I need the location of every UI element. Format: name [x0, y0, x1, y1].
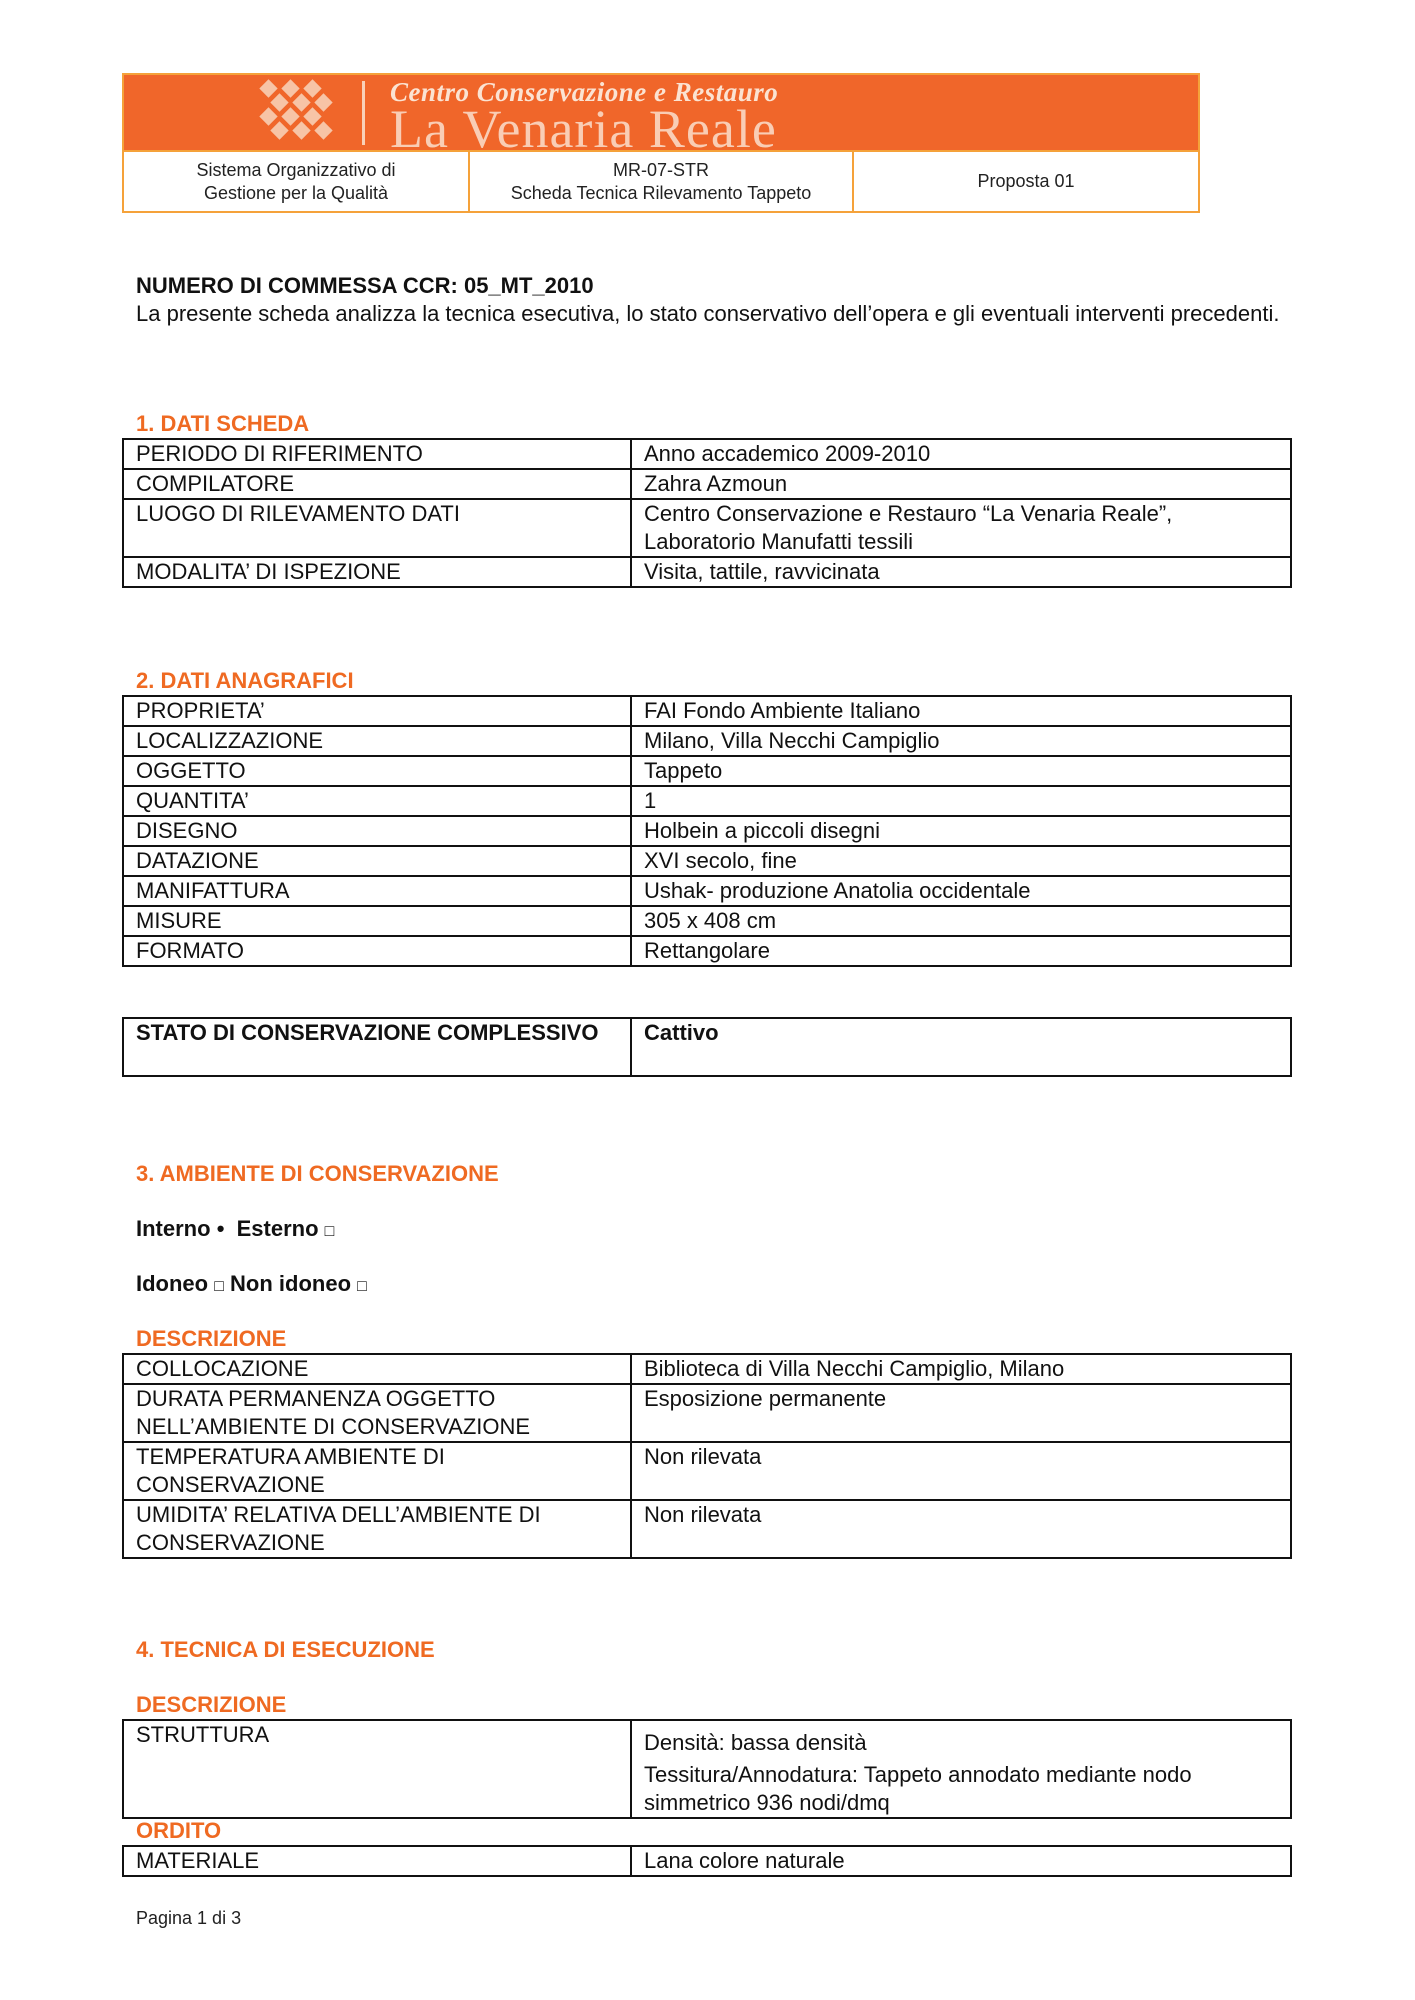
page-number: Pagina 1 di 3: [136, 1908, 242, 1928]
header-brand-band: [124, 75, 1198, 150]
field-value: XVI secolo, fine: [631, 846, 1291, 876]
section-1-title: 1. DATI SCHEDA: [136, 411, 310, 436]
table-row: [123, 439, 1291, 469]
interno-esterno-options: [136, 1215, 334, 1246]
field-label: STATO DI CONSERVAZIONE COMPLESSIVO: [123, 1018, 631, 1076]
table-row: [123, 846, 1291, 876]
field-label: UMIDITA’ RELATIVA DELL’AMBIENTE DI CONSERVAZIONE: [123, 1500, 631, 1558]
field-value: Anno accademico 2009-2010: [631, 439, 1291, 469]
table-row: [123, 756, 1291, 786]
table-row: [123, 1442, 1291, 1500]
field-value: Biblioteca di Villa Necchi Campiglio, Milano: [631, 1354, 1291, 1384]
field-value: Lana colore naturale: [631, 1846, 1291, 1876]
table-row: [123, 816, 1291, 846]
field-value: Centro Conservazione e Restauro “La Venaria Reale”, Laboratorio Manufatti tessili: [631, 499, 1291, 557]
document-header: [122, 73, 1200, 213]
table-row: [123, 936, 1291, 966]
section-2-title: 2. DATI ANAGRAFICI: [136, 668, 354, 693]
table-row: [123, 557, 1291, 587]
field-label: LOCALIZZAZIONE: [123, 726, 631, 756]
intro-block: [136, 272, 1290, 328]
interno-checked-mark: •: [216, 1216, 225, 1241]
struttura-table: [122, 1719, 1292, 1819]
table-row: [123, 499, 1291, 557]
stato-conservazione-table: [122, 1017, 1292, 1077]
form-title: Scheda Tecnica Rilevamento Tappeto: [510, 182, 812, 203]
table-row: [123, 906, 1291, 936]
header-cell-system: Sistema Organizzativo di Gestione per la Qualità: [196, 159, 396, 203]
venaria-logo-icon: [254, 77, 344, 147]
section-3-title: 3. AMBIENTE DI CONSERVAZIONE: [136, 1161, 499, 1186]
field-value: Milano, Villa Necchi Campiglio: [631, 726, 1291, 756]
field-value: Visita, tattile, ravvicinata: [631, 557, 1291, 587]
field-label: DISEGNO: [123, 816, 631, 846]
section-3-description-title: DESCRIZIONE: [136, 1326, 287, 1351]
header-cell-form: [468, 152, 852, 211]
field-label: PROPRIETA’: [123, 696, 631, 726]
field-value: Zahra Azmoun: [631, 469, 1291, 499]
field-label: STRUTTURA: [123, 1720, 631, 1818]
field-value: Esposizione permanente: [631, 1384, 1291, 1442]
field-label: DURATA PERMANENZA OGGETTO NELL’AMBIENTE DI CONSERVAZIONE: [123, 1384, 631, 1442]
field-label: QUANTITA’: [123, 786, 631, 816]
checkbox-icon: □: [324, 1223, 335, 1240]
field-value: Non rilevata: [631, 1442, 1291, 1500]
field-value: Holbein a piccoli disegni: [631, 816, 1291, 846]
brand-title: La Venaria Reale: [390, 99, 777, 150]
field-label: MANIFATTURA: [123, 876, 631, 906]
table-row: [123, 876, 1291, 906]
intro-description: La presente scheda analizza la tecnica esecutiva, lo stato conservativo dell’opera e gli eventuali interventi precedenti.: [136, 301, 1280, 326]
idoneo-label: Idoneo: [136, 1271, 209, 1296]
section-4-description-title: DESCRIZIONE: [136, 1692, 287, 1717]
field-label: LUOGO DI RILEVAMENTO DATI: [123, 499, 631, 557]
field-label: MISURE: [123, 906, 631, 936]
field-value: FAI Fondo Ambiente Italiano: [631, 696, 1291, 726]
field-label: PERIODO DI RIFERIMENTO: [123, 439, 631, 469]
table-row: [123, 1500, 1291, 1558]
field-label: OGGETTO: [123, 756, 631, 786]
header-cell-proposal: Proposta 01: [852, 152, 1198, 211]
table-row: [123, 696, 1291, 726]
section-4-title: 4. TECNICA DI ESECUZIONE: [136, 1637, 435, 1662]
checkbox-icon: □: [357, 1278, 367, 1295]
field-label: MATERIALE: [123, 1846, 631, 1876]
interno-label: Interno: [136, 1216, 211, 1241]
field-value: Tappeto: [631, 756, 1291, 786]
table-row: [123, 1018, 1291, 1076]
ordito-title: ORDITO: [136, 1818, 222, 1843]
header-info-row: [124, 150, 1198, 211]
field-value: [631, 1720, 1291, 1818]
field-value: 305 x 408 cm: [631, 906, 1291, 936]
non-idoneo-label: Non idoneo: [230, 1271, 352, 1296]
field-value: Ushak- produzione Anatolia occidentale: [631, 876, 1291, 906]
field-label: COLLOCAZIONE: [123, 1354, 631, 1384]
field-label: COMPILATORE: [123, 469, 631, 499]
table-row: [123, 1384, 1291, 1442]
field-value: Rettangolare: [631, 936, 1291, 966]
brand-subtitle: Centro Conservazione e Restauro: [390, 77, 779, 107]
table-row: [123, 469, 1291, 499]
table-row: [123, 786, 1291, 816]
field-label: FORMATO: [123, 936, 631, 966]
dati-scheda-table: [122, 438, 1292, 588]
field-label: DATAZIONE: [123, 846, 631, 876]
checkbox-icon: □: [214, 1278, 224, 1295]
dati-anagrafici-table: [122, 695, 1292, 967]
struttura-densita: Densità: bassa densità: [644, 1730, 867, 1755]
table-row: [123, 1846, 1291, 1876]
field-value: Cattivo: [631, 1018, 1291, 1076]
header-divider: [362, 81, 365, 145]
field-label: MODALITA’ DI ISPEZIONE: [123, 557, 631, 587]
field-value: Non rilevata: [631, 1500, 1291, 1558]
field-value: 1: [631, 786, 1291, 816]
table-row: [123, 726, 1291, 756]
table-row: [123, 1354, 1291, 1384]
commessa-number: NUMERO DI COMMESSA CCR: 05_MT_2010: [136, 273, 594, 298]
ambiente-table: [122, 1353, 1292, 1559]
table-row: [123, 1720, 1291, 1818]
ordito-table: [122, 1845, 1292, 1877]
struttura-tessitura: Tessitura/Annodatura: Tappeto annodato mediante nodo simmetrico 936 nodi/dmq: [644, 1762, 1192, 1815]
form-code: MR-07-STR: [612, 159, 709, 180]
esterno-label: Esterno: [236, 1216, 319, 1241]
idoneo-options: [136, 1270, 367, 1301]
field-label: TEMPERATURA AMBIENTE DI CONSERVAZIONE: [123, 1442, 631, 1500]
